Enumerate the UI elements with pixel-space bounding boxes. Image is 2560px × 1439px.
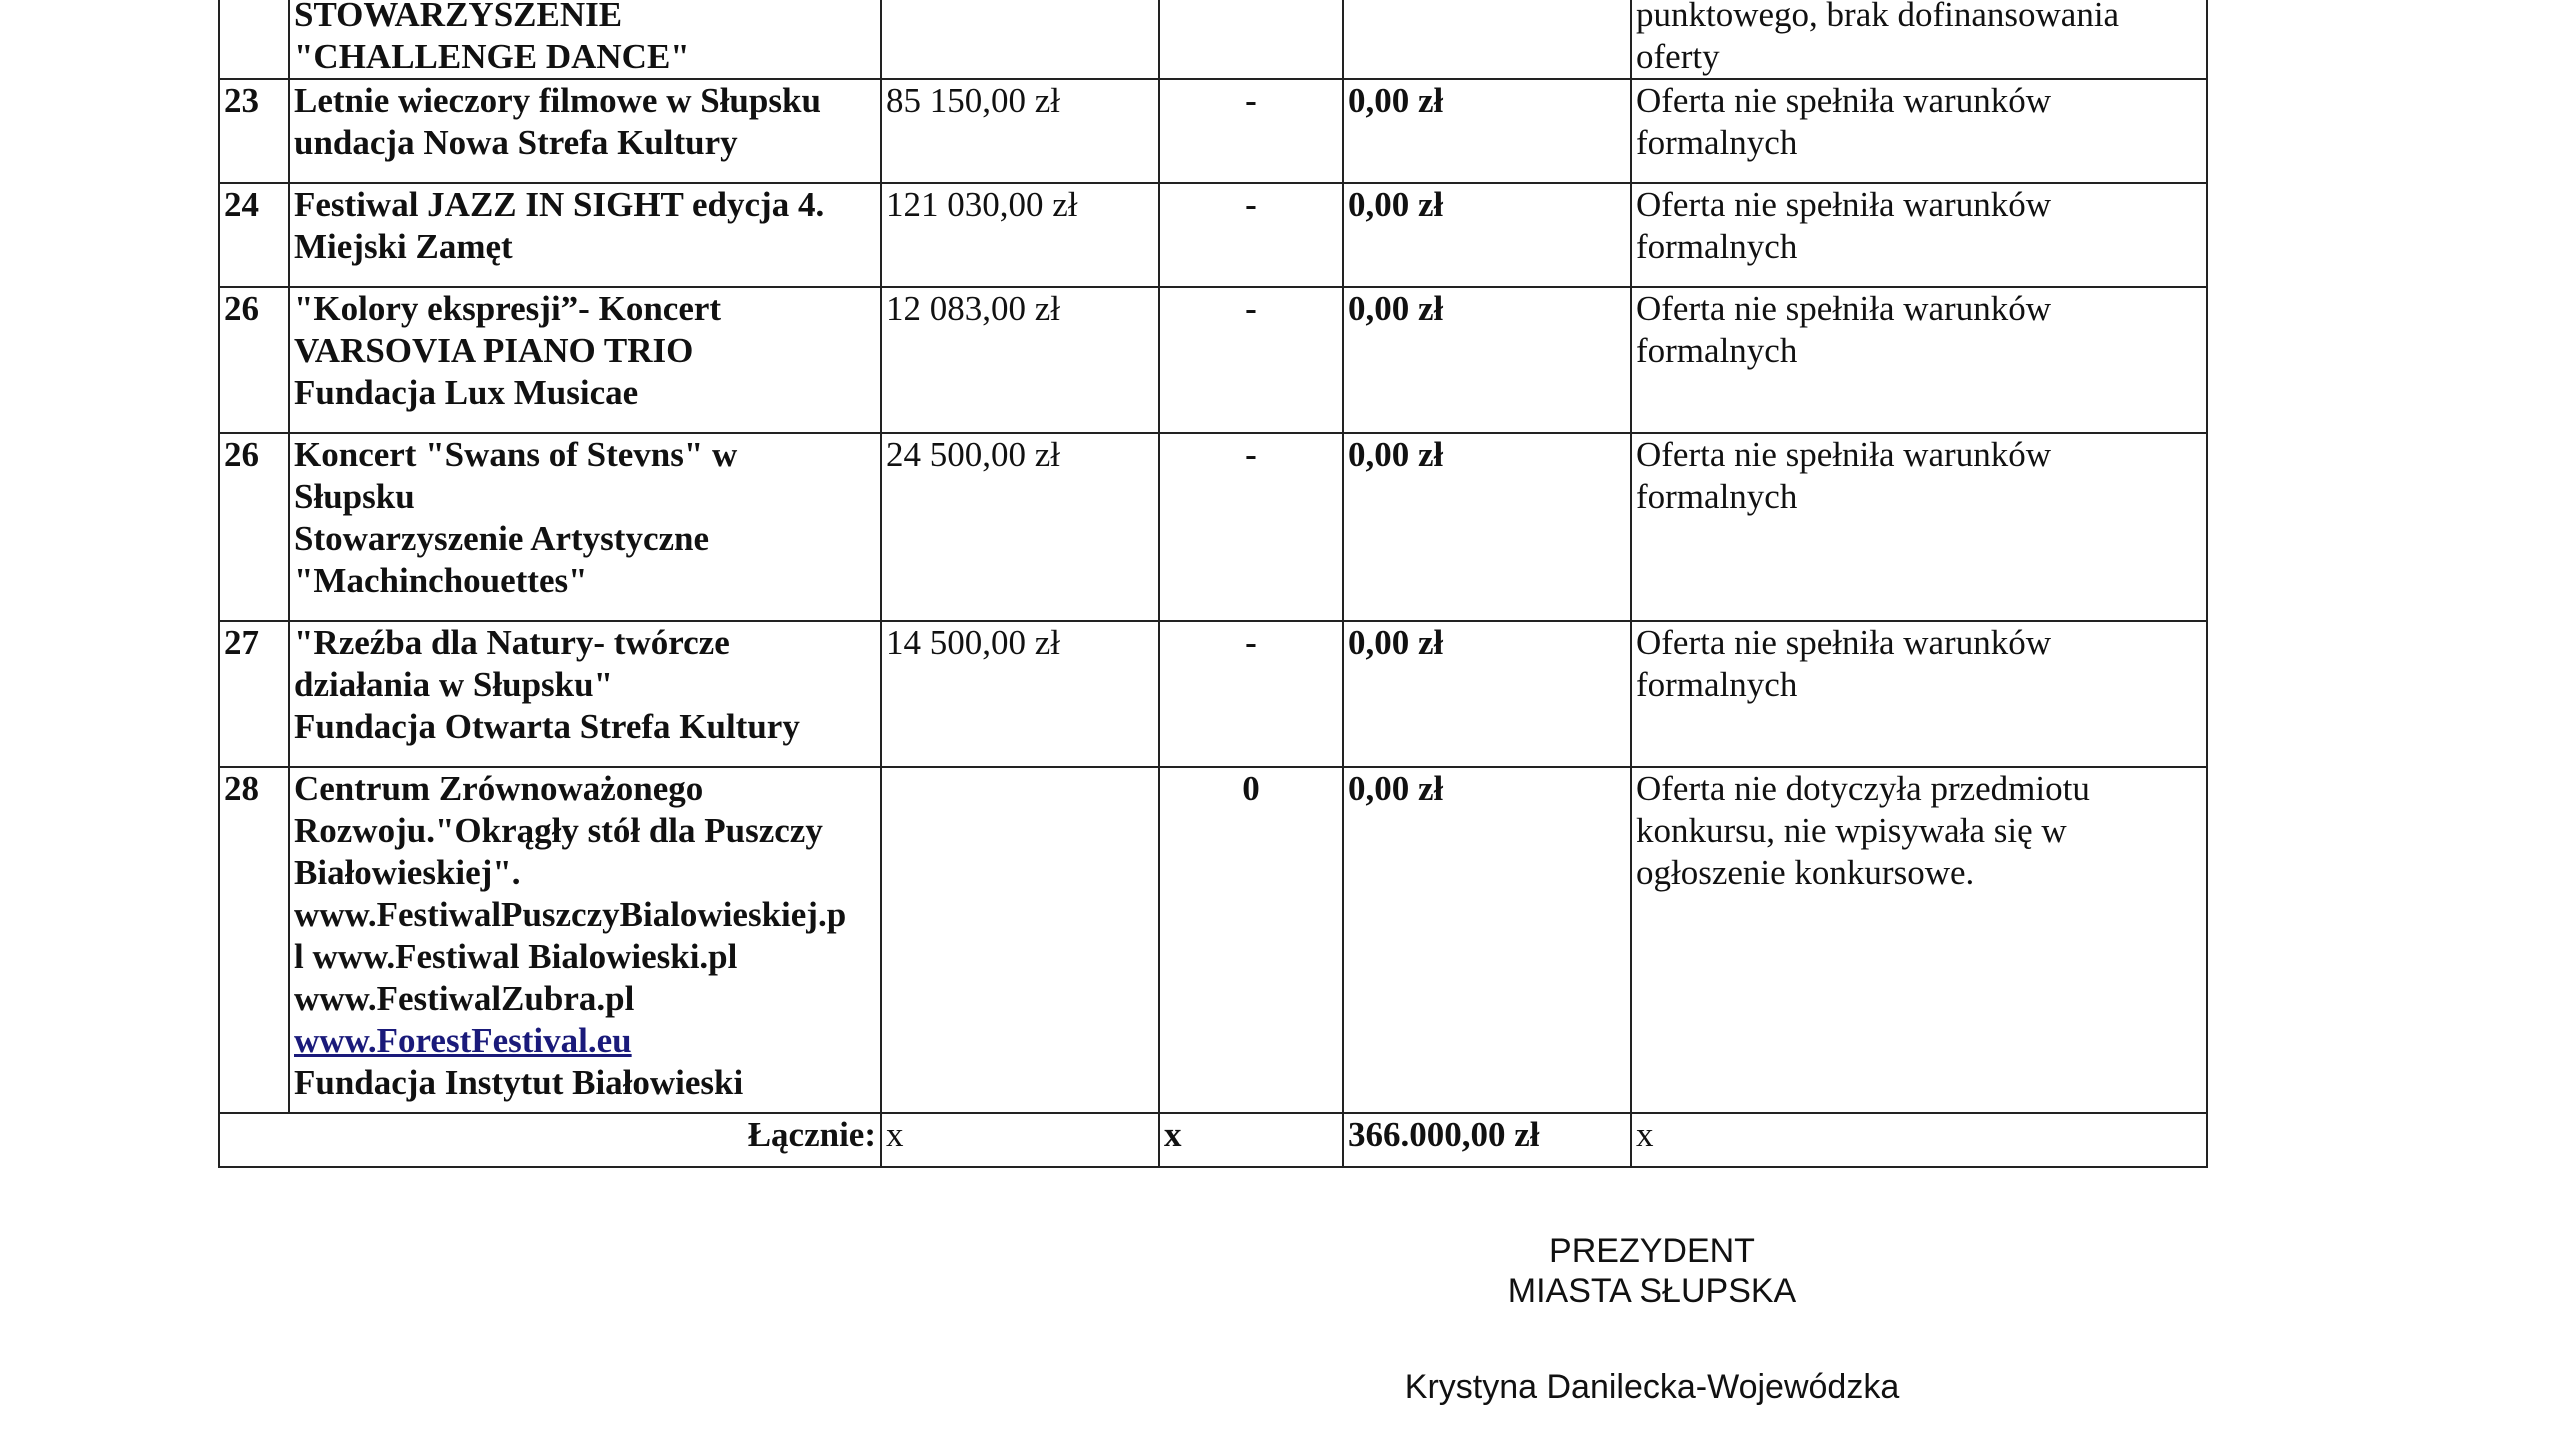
total-score-cell: x [1159,1113,1343,1167]
note-line: Oferta nie spełniła warunków [1636,435,2051,474]
table-row [219,287,2207,433]
offer-name-line: Miejski Zamęt [294,227,513,266]
amount-cell: 14 500,00 zł [881,621,1159,767]
total-amount-cell: x [881,1113,1159,1167]
note-line: formalnych [1636,227,1798,266]
score-cell: - [1159,621,1343,767]
total-label: Łącznie: [219,1113,881,1167]
total-row [219,1113,2207,1167]
table-row [219,183,2207,287]
amount-cell: 24 500,00 zł [881,433,1159,621]
note-line: formalnych [1636,477,1798,516]
note-cell [1631,287,2207,433]
offer-name-line: l www.Festiwal Bialowieski.pl [294,937,738,976]
table-row [219,79,2207,183]
note-line: ogłoszenie konkursowe. [1636,853,1975,892]
offer-name-line: Koncert "Swans of Stevns" w [294,435,738,474]
amount-cell [881,0,1159,79]
offer-name-cell [289,767,881,1113]
note-line: formalnych [1636,665,1798,704]
nr-cell: 28 [219,767,289,1113]
offer-name-line: STOWARZYSZENIE [294,0,623,34]
offer-name-line: działania w Słupsku" [294,665,614,704]
nr-cell: 26 [219,433,289,621]
note-line: punktowego, brak dofinansowania [1636,0,2120,34]
note-cell [1631,621,2207,767]
note-cell [1631,767,2207,1113]
note-cell [1631,433,2207,621]
note-cell [1631,0,2207,79]
table-row [219,767,2207,1113]
score-cell: 0 [1159,767,1343,1113]
nr-cell: 23 [219,79,289,183]
offer-name-line: Białowieskiej". [294,853,521,892]
grant-cell: 0,00 zł [1343,79,1631,183]
note-line: Oferta nie spełniła warunków [1636,289,2051,328]
offer-name-line: "Machinchouettes" [294,561,588,600]
offer-name-line: www.FestiwalPuszczyBialowieskiej.p [294,895,847,934]
offer-name-cell [289,621,881,767]
note-line: Oferta nie spełniła warunków [1636,81,2051,120]
amount-cell: 85 150,00 zł [881,79,1159,183]
note-line: formalnych [1636,331,1798,370]
organization-name: Fundacja Instytut Białowieski [294,1063,744,1102]
offer-name-line: Słupsku [294,477,415,516]
signature-title-line1: PREZYDENT [1549,1232,1755,1270]
signature-name: Krystyna Danilecka-Wojewódzka [1404,1368,1900,1406]
nr-cell: 26 [219,287,289,433]
grant-cell: 0,00 zł [1343,287,1631,433]
grant-cell [1343,0,1631,79]
offer-name-cell [289,287,881,433]
score-cell: - [1159,183,1343,287]
offer-name-line: VARSOVIA PIANO TRIO [294,331,694,370]
total-note-cell: x [1631,1113,2207,1167]
offer-name-line: Rozwoju."Okrągły stół dla Puszczy [294,811,823,850]
offer-name-cell [289,183,881,287]
offer-name-cell [289,433,881,621]
note-line: konkursu, nie wpisywała się w [1636,811,2067,850]
note-line: Oferta nie spełniła warunków [1636,623,2051,662]
offer-name-cell [289,79,881,183]
total-grant-cell: 366.000,00 zł [1343,1113,1631,1167]
note-cell [1631,79,2207,183]
offer-name-line: Fundacja Otwarta Strefa Kultury [294,707,800,746]
offer-name-line: Stowarzyszenie Artystyczne [294,519,710,558]
offer-name-line: Centrum Zrównoważonego [294,769,704,808]
amount-cell [881,767,1159,1113]
note-line: formalnych [1636,123,1798,162]
nr-cell: 27 [219,621,289,767]
table-row-top-partial [219,0,2207,79]
score-cell: - [1159,433,1343,621]
nr-cell: 24 [219,183,289,287]
offer-name-line: "Kolory ekspresji”- Koncert [294,289,722,328]
note-line: Oferta nie spełniła warunków [1636,185,2051,224]
offer-name-line: Letnie wieczory filmowe w Słupsku [294,81,821,120]
table-row [219,433,2207,621]
offer-name-line: Fundacja Lux Musicae [294,373,639,412]
nr-cell [219,0,289,79]
signature-title-line2: MIASTA SŁUPSKA [1507,1272,1797,1310]
grant-cell: 0,00 zł [1343,767,1631,1113]
amount-cell: 121 030,00 zł [881,183,1159,287]
offer-name-line: undacja Nowa Strefa Kultury [294,123,738,162]
score-cell: - [1159,287,1343,433]
grant-cell: 0,00 zł [1343,433,1631,621]
note-line: oferty [1636,37,1720,76]
note-line: Oferta nie dotyczyła przedmiotu [1636,769,2090,808]
website-link[interactable]: www.ForestFestival.eu [294,1021,632,1060]
score-cell [1159,0,1343,79]
grant-cell: 0,00 zł [1343,183,1631,287]
amount-cell: 12 083,00 zł [881,287,1159,433]
grant-cell: 0,00 zł [1343,621,1631,767]
offer-name-line: Festiwal JAZZ IN SIGHT edycja 4. [294,185,825,224]
results-table [218,0,2208,1168]
offer-name-cell [289,0,881,79]
score-cell: - [1159,79,1343,183]
offer-name-line: "Rzeźba dla Natury- twórcze [294,623,730,662]
table-row [219,621,2207,767]
offer-name-line: www.FestiwalZubra.pl [294,979,635,1018]
offer-name-line: "CHALLENGE DANCE" [294,37,690,76]
note-cell [1631,183,2207,287]
